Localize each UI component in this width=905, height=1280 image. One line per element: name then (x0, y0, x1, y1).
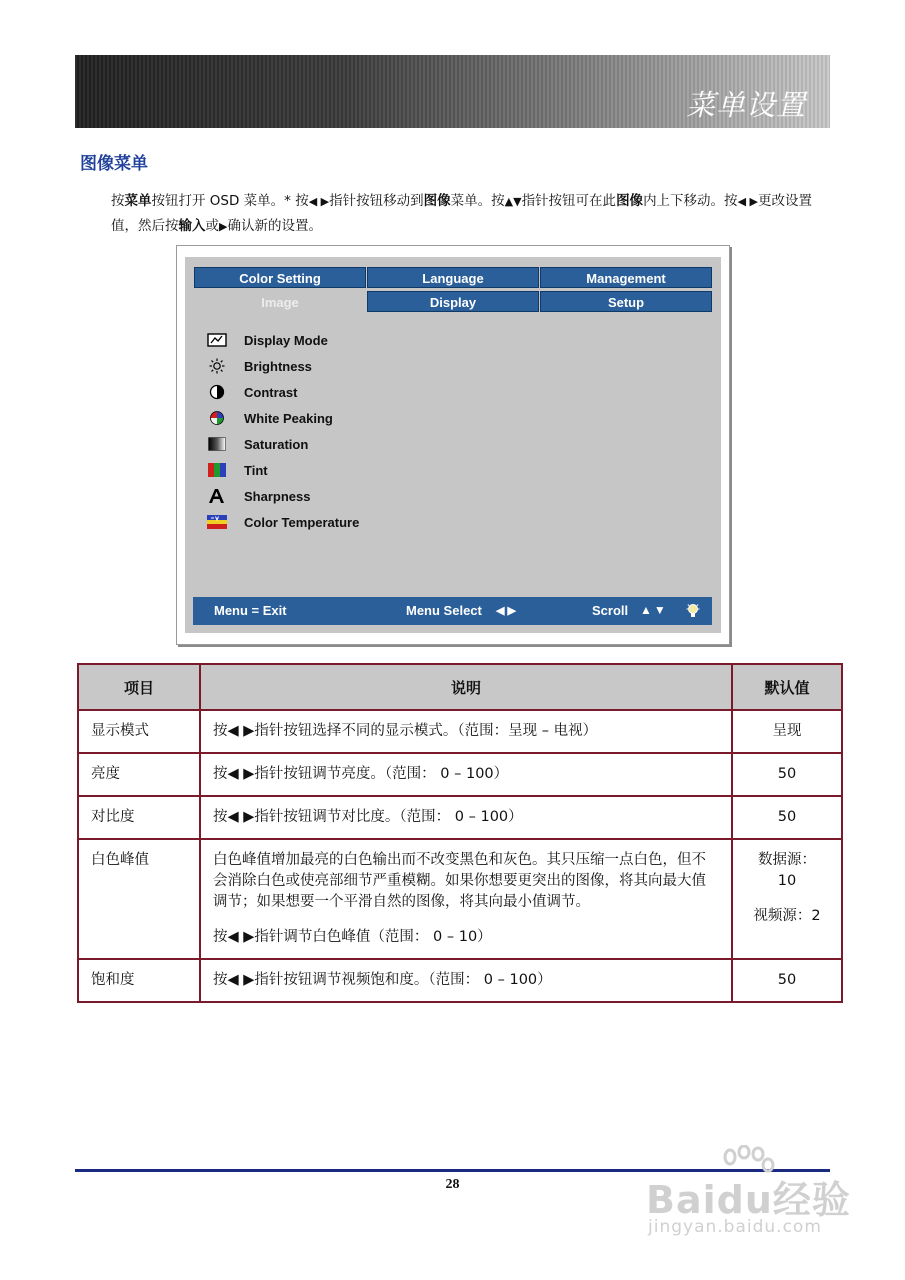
osd-menu (185, 257, 721, 633)
sharpness-icon (207, 488, 227, 504)
row-description: 按◀ ▶指针按钮调节对比度。（范围： 0 – 100） (200, 796, 732, 839)
saturation-icon (207, 436, 227, 452)
color-temperature-icon (207, 514, 227, 530)
lightbulb-icon (686, 603, 700, 622)
menu-label: Brightness (244, 358, 312, 374)
tab-setup[interactable]: Setup (540, 291, 712, 312)
menu-item-saturation[interactable] (207, 431, 359, 457)
header-item: 项目 (78, 664, 200, 710)
description-paragraph: 白色峰值增加最亮的白色输出而不改变黑色和灰色。其只压缩一点白色，但不会消除白色或使亮部细节严重模糊。如果你想要更突出的图像，将其向最大值调节；如果想要一个平滑自然的图像，将其向最小值调节。 (213, 852, 706, 910)
menu-label: Sharpness (244, 488, 311, 504)
row-description: 按◀ ▶指针按钮调节亮度。（范围： 0 – 100） (200, 753, 732, 796)
row-default: 呈现 (732, 710, 842, 753)
menu-label: Contrast (244, 384, 298, 400)
page-number: 28 (445, 1177, 460, 1192)
tab-color-setting[interactable]: Color Setting (194, 267, 366, 288)
menu-item-tint[interactable] (207, 457, 359, 483)
row-default (732, 839, 842, 959)
table-header-row (78, 664, 842, 710)
row-description (200, 839, 732, 959)
menu-item-sharpness[interactable] (207, 483, 359, 509)
brightness-icon (207, 358, 227, 374)
table-row (78, 796, 842, 839)
tint-icon (207, 462, 227, 478)
row-description: 按◀ ▶指针按钮调节视频饱和度。（范围： 0 – 100） (200, 959, 732, 1002)
default-video-source: 视频源：2 (753, 908, 821, 924)
menu-exit-hint: Menu = Exit (214, 603, 287, 618)
tab-language[interactable]: Language (367, 267, 539, 288)
row-item: 饱和度 (78, 959, 200, 1002)
row-description: 按◀ ▶指针按钮选择不同的显示模式。（范围：呈现 – 电视） (200, 710, 732, 753)
tab-display[interactable]: Display (367, 291, 539, 312)
description-paragraph: 按◀ ▶指针调节白色峰值（范围： 0 – 10） (213, 929, 492, 945)
osd-screenshot (176, 245, 730, 645)
row-default: 50 (732, 959, 842, 1002)
settings-table (77, 663, 843, 1003)
watermark (640, 1145, 870, 1255)
watermark-url: jingyan.baidu.com (648, 1217, 822, 1237)
scroll-hint: Scroll (592, 603, 629, 618)
section-title: 图像菜单 (80, 154, 148, 174)
table-row (78, 839, 842, 959)
intro-paragraph: 按菜单按钮打开 OSD 菜单。* 按◀ ▶指针按钮移动到图像菜单。按▲▼指针按钮可在此图像内上下移动。按◀ ▶更改设置值，然后按输入或▶确认新的设置。 (111, 193, 812, 234)
row-default: 50 (732, 753, 842, 796)
header-default: 默认值 (732, 664, 842, 710)
default-data-source-value: 10 (777, 873, 797, 889)
menu-label: Color Temperature (244, 514, 360, 530)
contrast-icon (207, 384, 227, 400)
table-row (78, 959, 842, 1002)
row-item: 对比度 (78, 796, 200, 839)
menu-item-contrast[interactable] (207, 379, 359, 405)
header-description: 说明 (200, 664, 732, 710)
default-data-source-label: 数据源： (758, 852, 816, 868)
osd-footer-bar (193, 597, 712, 625)
menu-label: Display Mode (244, 332, 328, 348)
menu-label: Saturation (244, 436, 309, 452)
tab-management[interactable]: Management (540, 267, 712, 288)
row-item: 显示模式 (78, 710, 200, 753)
menu-item-white-peaking[interactable] (207, 405, 359, 431)
menu-item-color-temperature[interactable] (207, 509, 359, 535)
menu-item-brightness[interactable] (207, 353, 359, 379)
menu-select-hint: Menu Select (406, 603, 482, 618)
header-title: 菜单设置 (685, 88, 806, 122)
menu-label: Tint (244, 462, 268, 478)
display-mode-icon (207, 332, 227, 348)
tab-image[interactable]: Image (194, 291, 366, 312)
row-item: 亮度 (78, 753, 200, 796)
row-default: 50 (732, 796, 842, 839)
row-item: 白色峰值 (78, 839, 200, 959)
table-row (78, 753, 842, 796)
left-right-arrows-icon: ◀ ▶ (496, 605, 516, 617)
menu-item-display-mode[interactable] (207, 327, 359, 353)
white-peaking-icon (207, 410, 227, 426)
up-down-arrows-icon: ▲▼ (640, 603, 668, 617)
menu-label: White Peaking (244, 410, 333, 426)
watermark-logo: Baidu经验 (646, 1178, 851, 1222)
table-row (78, 710, 842, 753)
header-banner (75, 55, 830, 128)
osd-menu-list (207, 327, 359, 535)
